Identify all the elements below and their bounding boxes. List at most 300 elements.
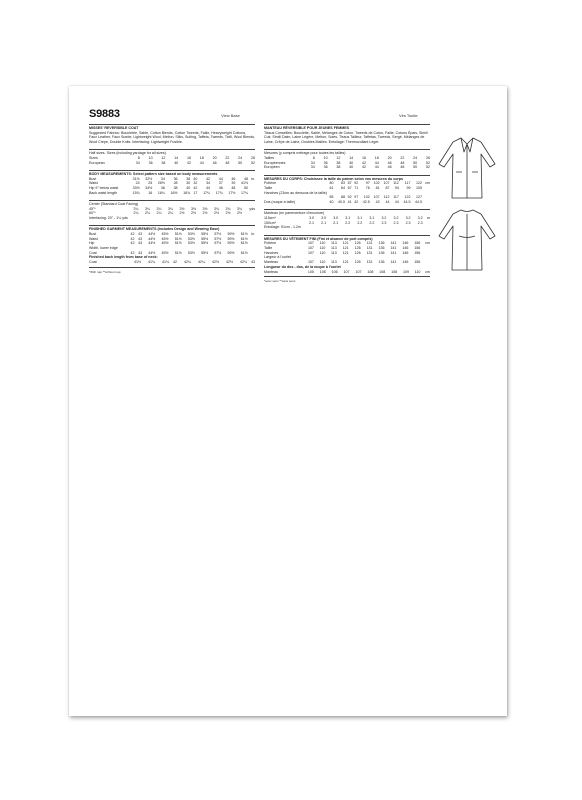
pattern-number: S9883 bbox=[89, 108, 120, 120]
table-cell: 156 bbox=[414, 246, 421, 251]
table-cell: 44 bbox=[218, 176, 223, 181]
row-label: Width, lower edge bbox=[89, 246, 118, 251]
french-finished-table bbox=[264, 241, 430, 265]
table-cell: 141 bbox=[390, 241, 397, 246]
table-cell: 38 bbox=[336, 165, 341, 170]
table-cell: 48 bbox=[400, 160, 405, 165]
french-footnote: *avec sens **sans sens bbox=[264, 279, 296, 284]
english-body-table bbox=[89, 177, 255, 196]
english-back-length-table bbox=[89, 260, 255, 265]
table-cell: 36 bbox=[160, 186, 165, 191]
table-cell: 108 bbox=[379, 269, 386, 274]
table-cell: 18 bbox=[199, 156, 204, 161]
english-finished-table bbox=[89, 232, 255, 256]
table-cell: 110 bbox=[319, 260, 326, 265]
table-cell: 99 bbox=[406, 186, 411, 191]
table-cell: 156 bbox=[414, 250, 421, 255]
table-cell: 41½ bbox=[134, 260, 141, 265]
row-label: 150cm* bbox=[264, 220, 277, 225]
table-cell: 83 bbox=[341, 181, 346, 186]
english-column bbox=[89, 122, 255, 275]
table-cell: 107 bbox=[383, 181, 390, 186]
table-cell: 102 bbox=[363, 195, 370, 200]
table-cell: 3¼ bbox=[156, 206, 162, 211]
table-cell: 40.5 bbox=[338, 200, 346, 205]
english-interfacing: Interfacing: 20" - 1¼ yds bbox=[89, 216, 128, 221]
table-cell: 156 bbox=[414, 241, 421, 246]
table-cell: 131 bbox=[366, 250, 373, 255]
table-cell: 121 bbox=[342, 250, 349, 255]
table-cell: 48 bbox=[400, 165, 405, 170]
table-cell: 17¼ bbox=[240, 190, 248, 195]
table-cell: 2½ bbox=[237, 211, 242, 216]
table-cell: 46 bbox=[387, 165, 392, 170]
table-cell: 42 bbox=[361, 165, 366, 170]
table-cell: 3.2 bbox=[381, 216, 387, 221]
table-cell: 3.1 bbox=[369, 216, 375, 221]
table-cell: 24 bbox=[135, 181, 140, 186]
table-cell: 106 bbox=[319, 269, 326, 274]
table-cell: 32½ bbox=[145, 176, 153, 181]
table-cell: 107 bbox=[307, 260, 314, 265]
table-cell: 42 bbox=[193, 186, 198, 191]
table-cell: 87 bbox=[385, 186, 390, 191]
table-cell: 32 bbox=[193, 181, 198, 186]
table-cell: 14 bbox=[349, 156, 354, 161]
table-cell: 106 bbox=[331, 269, 338, 274]
table-cell: 3¾ bbox=[237, 206, 242, 211]
table-cell: 2.3 bbox=[417, 220, 423, 225]
table-cell: 92 bbox=[347, 195, 352, 200]
table-cell: 107 bbox=[343, 269, 350, 274]
table-cell: 3.0 bbox=[333, 216, 339, 221]
row-label: Waist bbox=[89, 181, 98, 186]
row-label: 115cm* bbox=[264, 216, 276, 221]
table-cell: 57½ bbox=[214, 250, 222, 255]
table-cell: 2.2 bbox=[369, 220, 375, 225]
table-cell: cm bbox=[425, 269, 430, 274]
table-cell: 3½ bbox=[191, 206, 196, 211]
table-cell: 34 bbox=[310, 165, 315, 170]
table-cell: 61 bbox=[329, 186, 334, 191]
table-cell: 10 bbox=[148, 156, 153, 161]
table-cell: 22 bbox=[400, 156, 405, 161]
table-cell: 31½ bbox=[132, 176, 140, 181]
table-cell: 44 bbox=[199, 160, 204, 165]
table-cell: 3.1 bbox=[357, 216, 363, 221]
table-cell: 127 bbox=[415, 195, 422, 200]
row-label: Waist bbox=[89, 236, 98, 241]
english-size-header: Half sizes. Sizes (including yardage for all sizes). bbox=[89, 151, 167, 156]
row-label: Européennes bbox=[264, 160, 286, 165]
table-cell: 94 bbox=[394, 186, 399, 191]
row-label: Sizes bbox=[89, 156, 98, 161]
table-cell: 136 bbox=[378, 246, 385, 251]
view-label-french: Vés Toutle bbox=[399, 113, 418, 118]
table-cell: 117 bbox=[393, 195, 399, 200]
table-cell: cm bbox=[425, 241, 430, 246]
table-cell: 16 bbox=[148, 190, 153, 195]
divider bbox=[264, 209, 430, 210]
table-cell bbox=[248, 191, 255, 196]
table-cell: 2½ bbox=[214, 211, 219, 216]
table-cell: 44½ bbox=[148, 236, 156, 241]
table-cell: 50 bbox=[413, 160, 418, 165]
table-cell: 112 bbox=[383, 195, 390, 200]
table-cell: 107 bbox=[307, 246, 314, 251]
table-cell: yds bbox=[249, 206, 255, 211]
row-label: Bust bbox=[89, 176, 97, 181]
table-cell: 59½ bbox=[227, 241, 235, 246]
table-cell: 16½ bbox=[170, 190, 178, 195]
table-cell: 2.1 bbox=[321, 220, 327, 225]
row-label: Hanches bbox=[264, 250, 279, 255]
french-back-length-label: Longueur du dos - dos, de la nuque à l'ourlet bbox=[264, 264, 341, 269]
table-cell: 59½ bbox=[227, 250, 235, 255]
table-cell: 107 bbox=[373, 195, 380, 200]
table-cell: 3.2 bbox=[393, 216, 399, 221]
row-label: 60"* bbox=[89, 211, 96, 216]
divider bbox=[264, 124, 430, 125]
table-cell: 44 bbox=[206, 186, 211, 191]
table-cell: 43 bbox=[138, 231, 143, 236]
table-cell: 15¾ bbox=[132, 190, 140, 195]
table-cell: 17 bbox=[193, 190, 198, 195]
table-cell: 110 bbox=[319, 241, 326, 246]
table-cell: 14 bbox=[174, 156, 179, 161]
table-cell: 43 bbox=[375, 200, 380, 205]
table-cell: 34 bbox=[135, 160, 140, 165]
french-size-header: Mesures (y compris métrage pour toutes les tailles) bbox=[264, 151, 346, 156]
table-cell: 44 bbox=[374, 165, 379, 170]
table-cell: 110 bbox=[319, 250, 326, 255]
table-cell: 131 bbox=[366, 260, 373, 265]
table-cell: 10 bbox=[323, 156, 328, 161]
table-cell: 2.2 bbox=[345, 220, 351, 225]
table-cell: 146 bbox=[402, 241, 409, 246]
coat-back-drawing bbox=[437, 206, 497, 276]
table-cell: 12 bbox=[161, 156, 166, 161]
table-cell: 117 bbox=[404, 181, 411, 186]
table-cell: 38 bbox=[336, 160, 341, 165]
divider bbox=[89, 124, 255, 125]
table-cell: 34 bbox=[310, 160, 315, 165]
table-cell: 20 bbox=[212, 156, 217, 161]
table-cell: 97 bbox=[354, 195, 359, 200]
table-cell: 33½ bbox=[132, 186, 140, 191]
table-cell: 42¼ bbox=[184, 260, 191, 265]
table-cell: 3.0 bbox=[309, 216, 315, 221]
table-cell: 126 bbox=[354, 246, 361, 251]
row-label: Poitrine bbox=[264, 241, 277, 246]
table-cell: 76 bbox=[365, 186, 370, 191]
table-cell: 126 bbox=[354, 250, 361, 255]
row-label: 45"* bbox=[89, 206, 96, 211]
table-cell: 3.1 bbox=[345, 216, 351, 221]
table-cell: 44 bbox=[374, 160, 379, 165]
english-footnote: *With nap **without nap bbox=[89, 269, 121, 274]
table-cell: 57½ bbox=[214, 241, 222, 246]
view-label-english: View Base bbox=[221, 113, 240, 118]
table-cell: 42 bbox=[173, 260, 177, 265]
table-cell: 2¼ bbox=[156, 211, 162, 216]
table-cell: 42½ bbox=[226, 260, 233, 265]
english-finished-header: FINISHED GARMENT MEASUREMENTS (Includes Design and Wearing Ease) bbox=[89, 227, 220, 232]
table-cell: 44 bbox=[394, 200, 399, 205]
divider bbox=[89, 267, 255, 268]
english-body-header: BODY MEASUREMENTS: Select pattern size based on body measurements bbox=[89, 171, 218, 176]
english-fabrics: Suggested Fabrics: Boucletée, Sable, Cotton Blends, Cotton Tweeds, Faille, Heavyweight Cottons, Faux Leather, Faux Suede, Lightweight Wool, Melton, Silks, Suiting, Taffeta, Tweeds, Twill, Wool Blends, Wool Crepe, Double Knits. Interfacing: Lightweight Fusible. bbox=[89, 130, 256, 145]
table-cell: 3¼ bbox=[145, 206, 150, 211]
table-cell: 146 bbox=[402, 260, 409, 265]
table-cell: 17¼ bbox=[203, 190, 211, 195]
table-cell: 46 bbox=[218, 186, 223, 191]
table-cell: 44½ bbox=[148, 241, 156, 246]
french-title: MANTEAU RÉVERSIBLE POUR JEUNES FEMMES bbox=[264, 126, 350, 130]
table-cell: 64 bbox=[341, 186, 346, 191]
row-label: Poitrine bbox=[264, 181, 277, 186]
table-cell: 40 bbox=[349, 165, 354, 170]
table-cell: 40 bbox=[329, 200, 334, 205]
table-cell: 24 bbox=[413, 156, 418, 161]
table-cell: 3.2 bbox=[405, 216, 411, 221]
row-label: Taille bbox=[264, 246, 273, 251]
table-cell: 25 bbox=[148, 181, 153, 186]
row-label: Manteau bbox=[264, 260, 278, 265]
table-row bbox=[264, 200, 430, 205]
table-cell: 38 bbox=[161, 160, 166, 165]
table-cell: 88 bbox=[341, 195, 346, 200]
table-cell: 43 bbox=[138, 241, 143, 246]
table-cell: 2½ bbox=[202, 211, 208, 216]
table-cell: 131 bbox=[366, 241, 373, 246]
table-cell: 52 bbox=[426, 165, 430, 170]
table-cell: 3.2 bbox=[417, 216, 423, 221]
table-cell: 51½ bbox=[174, 231, 182, 236]
table-cell: 16 bbox=[361, 156, 366, 161]
table-cell: 3½ bbox=[179, 206, 185, 211]
table-cell: 20 bbox=[387, 156, 392, 161]
table-cell: 85 bbox=[329, 195, 334, 200]
french-finished-header: MESURES DU VÊTEMENT FINI (Fini et aisance de port compris) bbox=[264, 236, 373, 241]
table-cell: 107 bbox=[355, 269, 362, 274]
table-cell: 53½ bbox=[187, 236, 195, 241]
divider bbox=[264, 235, 430, 236]
table-cell: 48 bbox=[225, 160, 230, 165]
table-cell: 108 bbox=[367, 269, 374, 274]
table-cell: 57½ bbox=[214, 236, 222, 241]
table-cell: 3¼ bbox=[133, 206, 139, 211]
english-sizes-table bbox=[89, 156, 255, 165]
table-cell: 34½ bbox=[145, 186, 153, 191]
table-cell: 121 bbox=[342, 260, 349, 265]
row-label: Dos (nuque à taille) bbox=[264, 200, 296, 205]
french-yardage-table bbox=[264, 216, 430, 225]
table-cell: 110 bbox=[319, 246, 326, 251]
row-label: Taille bbox=[264, 186, 273, 191]
table-cell: 26 bbox=[251, 156, 255, 161]
table-cell: 40 bbox=[174, 160, 179, 165]
table-cell: 42 bbox=[130, 231, 135, 236]
table-cell: 126 bbox=[354, 260, 361, 265]
table-cell: 30 bbox=[186, 181, 191, 186]
table-cell: 45½ bbox=[161, 236, 169, 241]
table-cell: 38 bbox=[186, 176, 191, 181]
table-cell: 3.0 bbox=[321, 216, 327, 221]
table-cell: 46 bbox=[387, 160, 392, 165]
table-cell: 36 bbox=[173, 176, 178, 181]
table-cell: 8 bbox=[137, 156, 140, 161]
table-cell: 3¼ bbox=[168, 206, 173, 211]
table-cell: 110 bbox=[414, 269, 421, 274]
table-cell: 81 bbox=[375, 186, 380, 191]
table-cell: 2.1 bbox=[309, 220, 315, 225]
table-cell: 40 bbox=[349, 160, 354, 165]
table-cell: 122 bbox=[415, 181, 422, 186]
table-cell: 16¼ bbox=[157, 190, 165, 195]
table-cell: 40 bbox=[186, 186, 191, 191]
row-label: Back waist length bbox=[89, 190, 117, 195]
table-cell: 146 bbox=[402, 246, 409, 251]
table-cell: 67 bbox=[347, 186, 352, 191]
table-cell: 42 bbox=[206, 176, 211, 181]
table-cell: 55½ bbox=[201, 250, 209, 255]
divider bbox=[89, 225, 255, 226]
table-cell: 42.5 bbox=[362, 200, 370, 205]
table-cell: 22 bbox=[225, 156, 230, 161]
table-cell: 8 bbox=[312, 156, 315, 161]
table-cell: 136 bbox=[378, 241, 385, 246]
table-cell: 46 bbox=[212, 160, 217, 165]
table-cell: 45½ bbox=[161, 241, 169, 246]
table-cell: 55½ bbox=[201, 241, 209, 246]
table-cell: 97 bbox=[365, 181, 370, 186]
divider bbox=[264, 149, 430, 150]
row-label: Hip bbox=[89, 241, 95, 246]
table-cell: 113 bbox=[331, 260, 337, 265]
table-cell: 44.5 bbox=[403, 200, 411, 205]
table-cell: 50 bbox=[413, 165, 418, 170]
table-cell: 102 bbox=[373, 181, 380, 186]
table-cell: 61½ bbox=[240, 250, 248, 255]
coat-front-drawing bbox=[437, 134, 497, 204]
row-label: Manteau bbox=[264, 269, 278, 274]
table-cell: 92 bbox=[354, 181, 359, 186]
table-cell: 61½ bbox=[240, 236, 248, 241]
table-cell: 43 bbox=[251, 260, 255, 265]
table-cell: 122 bbox=[404, 195, 411, 200]
table-cell: 71 bbox=[354, 186, 359, 191]
table-cell: 2¼ bbox=[145, 211, 150, 216]
table-cell: 41¾ bbox=[162, 260, 169, 265]
french-fabrics: Tissus Conseillés: Bouclette, Sablé, Mélanges de Coton, Tweeds de Coton, Faille, Cotons Épais, Simili Cuir, Simili Daim, Laine Légère, Melton, Soies, Tissus Tailleur, Taffetas, Tweeds, Sergé, Mélanges de Laine, Crêpe de Laine, Doubles Mailles. Entoilage: Thermocollant Léger. bbox=[264, 130, 428, 145]
table-cell: m bbox=[427, 216, 430, 221]
table-cell: 57½ bbox=[214, 231, 222, 236]
table-cell: 3¾ bbox=[225, 206, 231, 211]
table-cell: 50 bbox=[243, 186, 248, 191]
table-cell: 42 bbox=[186, 160, 191, 165]
divider bbox=[89, 170, 255, 171]
french-interfacing: Entoilage: 51cm - 1.2m bbox=[264, 225, 301, 230]
table-cell: 105 bbox=[415, 186, 422, 191]
table-cell: 26 bbox=[426, 156, 430, 161]
table-cell: 17½ bbox=[228, 190, 236, 195]
table-cell: 43 bbox=[138, 236, 143, 241]
table-cell: 53½ bbox=[187, 250, 195, 255]
table-cell: 113 bbox=[331, 241, 337, 246]
table-cell: 108 bbox=[391, 269, 398, 274]
table-cell: 16¾ bbox=[183, 190, 191, 195]
divider bbox=[264, 175, 430, 176]
table-cell: 112 bbox=[393, 181, 399, 186]
table-cell: 2½ bbox=[179, 211, 185, 216]
table-cell: 34 bbox=[206, 181, 211, 186]
table-cell: 61½ bbox=[240, 231, 248, 236]
table-cell: 121 bbox=[342, 241, 349, 246]
table-cell: 51½ bbox=[174, 236, 182, 241]
table-cell: 41½ bbox=[240, 181, 248, 186]
table-cell: 51½ bbox=[174, 250, 182, 255]
table-cell: 53½ bbox=[187, 231, 195, 236]
table-cell: 36 bbox=[323, 160, 328, 165]
table-cell: 44½ bbox=[148, 250, 156, 255]
table-cell: 42 bbox=[130, 241, 135, 246]
row-label: Bust bbox=[89, 231, 97, 236]
table-cell: 141 bbox=[390, 250, 397, 255]
table-cell: 2.3 bbox=[393, 220, 399, 225]
table-cell: 41 bbox=[347, 200, 352, 205]
pattern-envelope-back bbox=[69, 86, 507, 716]
french-sizes-table bbox=[264, 156, 430, 170]
table-cell: 121 bbox=[342, 246, 349, 251]
row-label: Hanches (23cm au dessous de la taille) bbox=[264, 190, 327, 195]
table-cell: 136 bbox=[378, 260, 385, 265]
table-cell: 42¼ bbox=[198, 260, 205, 265]
table-cell: 141 bbox=[390, 260, 397, 265]
table-cell: 42 bbox=[354, 200, 359, 205]
table-cell: 87 bbox=[347, 181, 352, 186]
table-cell: 36 bbox=[323, 165, 328, 170]
table-cell: 107 bbox=[307, 241, 314, 246]
table-cell: 131 bbox=[366, 246, 373, 251]
table-cell: 39 bbox=[231, 181, 236, 186]
table-cell: 46 bbox=[231, 176, 236, 181]
english-title: MISSES' REVERSIBLE COAT bbox=[89, 126, 139, 130]
table-cell: 113 bbox=[331, 246, 337, 251]
row-label: Coat bbox=[89, 250, 97, 255]
table-cell: 48 bbox=[231, 186, 236, 191]
table-row bbox=[89, 161, 255, 166]
table-row bbox=[264, 165, 430, 170]
table-cell: 12 bbox=[336, 156, 341, 161]
row-label: Hip 9" below waist bbox=[89, 186, 119, 191]
table-cell: 28 bbox=[173, 181, 178, 186]
table-cell: 146 bbox=[402, 250, 409, 255]
table-cell: 55½ bbox=[201, 231, 209, 236]
table-cell: 36 bbox=[148, 160, 153, 165]
table-cell: 42 bbox=[130, 236, 135, 241]
row-label: Européen bbox=[264, 165, 280, 170]
english-yardage-table bbox=[89, 207, 255, 216]
divider bbox=[89, 149, 255, 150]
table-cell: 51½ bbox=[174, 241, 182, 246]
table-cell: 2.3 bbox=[405, 220, 411, 225]
divider bbox=[89, 200, 255, 201]
table-cell: 107 bbox=[307, 250, 314, 255]
table-cell: 141 bbox=[390, 246, 397, 251]
french-body-header: MESURES DU CORPS: Choisissez la taille du patron selon vos mesures du corps bbox=[264, 176, 403, 181]
table-cell: 2½ bbox=[191, 211, 196, 216]
